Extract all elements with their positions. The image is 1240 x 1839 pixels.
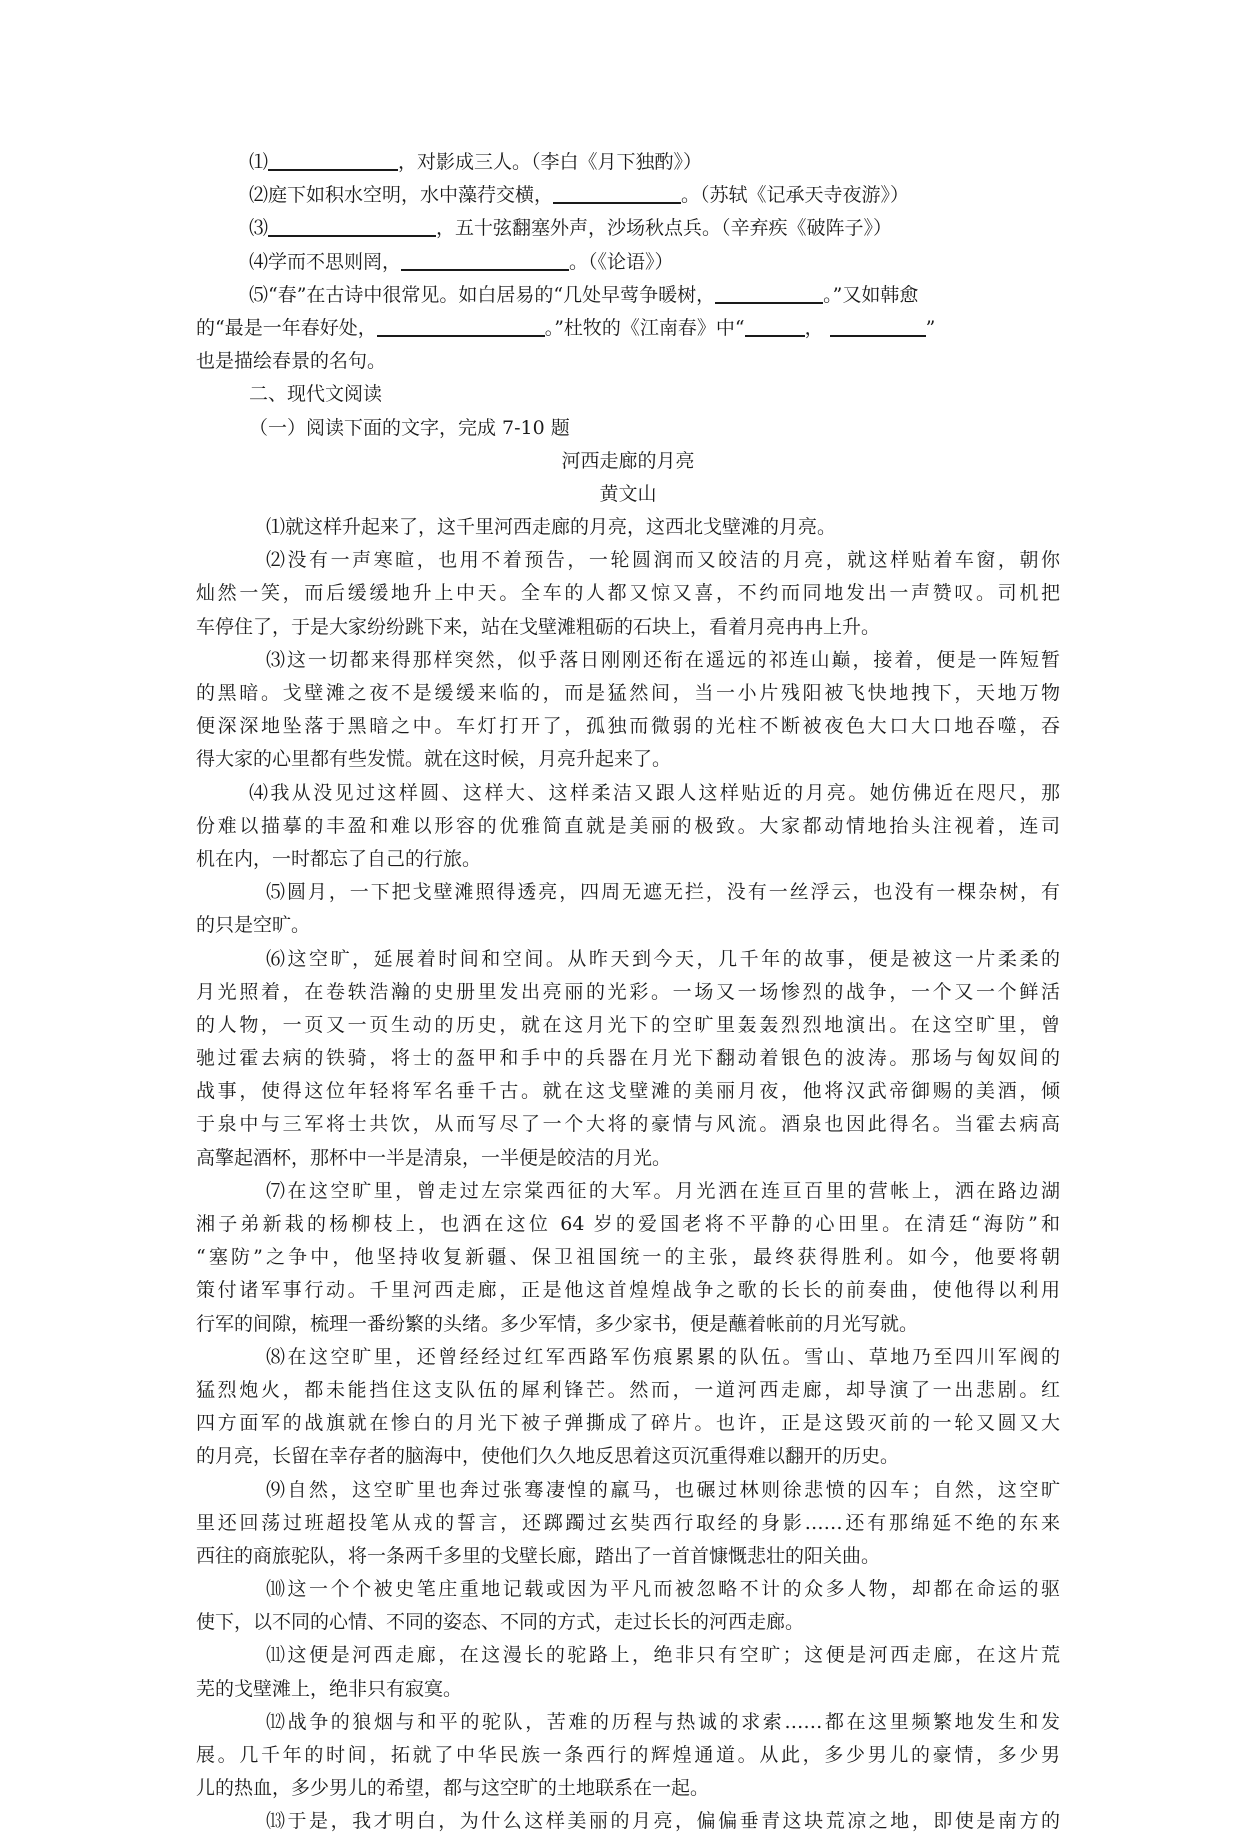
document-page: [196, 146, 1060, 1839]
paragraph-line: 份难以描摹的丰盈和难以形容的优雅简直就是美丽的极致。大家都动情地抬头注视着，连司: [196, 814, 1060, 837]
paragraph-line: ⑾这便是河西走廊，在这漫长的驼路上，绝非只有空旷；这便是河西走廊，在这片荒: [266, 1644, 1060, 1667]
question-5-line-3: 也是描绘春景的名句。: [196, 350, 387, 373]
paragraph-line: 月光照着，在卷轶浩瀚的史册里发出亮丽的光彩。一场又一场惨烈的战争，一个又一个鲜活: [196, 980, 1060, 1003]
paragraph-line: 西往的商旅驼队，将一条两千多里的戈壁长廊，踏出了一首首慷慨悲壮的阳关曲。: [196, 1544, 881, 1567]
paragraph-line: 驰过霍去病的铁骑，将士的盔甲和手中的兵器在月光下翻动着银色的波涛。那场与匈奴间的: [196, 1047, 1060, 1070]
paragraph-line: 灿然一笑，而后缓缓地升上中天。全车的人都又惊又喜，不约而同地发出一声赞叹。司机把: [196, 582, 1060, 605]
subsection-heading: （一）阅读下面的文字，完成 7-10 题: [249, 416, 570, 439]
paragraph-line: 使下，以不同的心情、不同的姿态、不同的方式，走过长长的河西走廊。: [196, 1611, 805, 1634]
answer-blank[interactable]: [830, 313, 926, 337]
paragraph-line: ⑴就这样升起来了，这千里河西走廊的月亮，这西北戈壁滩的月亮。: [266, 516, 837, 539]
paragraph-line: 的只是空旷。: [196, 914, 311, 937]
paragraph: [196, 1573, 1060, 1639]
paragraph-line: 便深深地坠落于黑暗之中。车灯打开了，孤独而微弱的光柱不断被夜色大口大口地吞噬，吞: [196, 715, 1060, 738]
paragraph: [196, 943, 1060, 1175]
paragraph-line: 行军的间隙，梳理一番纷繁的头绪。多少军情，多少家书，便是蘸着帐前的月光写就。: [196, 1312, 919, 1335]
paragraph-line: 于泉中与三军将士共饮，从而写尽了一个大将的豪情与风流。酒泉也因此得名。当霍去病高: [196, 1113, 1060, 1136]
answer-blank[interactable]: [401, 247, 569, 271]
paragraph-line: 猛烈炮火，都未能挡住这支队伍的犀利锋芒。然而，一道河西走廊，却导演了一出悲剧。红: [196, 1378, 1060, 1401]
paragraph: [196, 876, 1060, 942]
paragraph: [196, 511, 1060, 544]
answer-blank[interactable]: [377, 313, 545, 337]
article-author: 黄文山: [599, 482, 657, 505]
paragraph-line: 策付诸军事行动。千里河西走廊，正是他这首煌煌战争之歌的长长的前奏曲，使他得以利用: [196, 1279, 1060, 1302]
paragraph-line: 里还回荡过班超投笔从戎的誓言，还踯躅过玄奘西行取经的身影……还有那绵延不绝的东来: [196, 1511, 1060, 1534]
paragraph: [196, 544, 1060, 644]
paragraph-line: 机在内，一时都忘了自己的行旅。: [196, 847, 482, 870]
paragraph-line: ⑽这一个个被史笔庄重地记载或因为平凡而被忽略不计的众多人物，却都在命运的驱: [266, 1578, 1060, 1601]
paragraph-line: 儿的热血，多少男儿的希望，都与这空旷的土地联系在一起。: [196, 1777, 710, 1800]
question-5-line-1: ⑸“春”在古诗中很常见。如白居易的“几处早莺争暖树， 。”又如韩愈: [196, 279, 1060, 312]
paragraph-line: ⑵没有一声寒暄，也用不着预告，一轮圆润而又皎洁的月亮，就这样贴着车窗，朝你: [266, 549, 1060, 572]
paragraph-line: 芜的戈壁滩上，绝非只有寂寞。: [196, 1677, 463, 1700]
paragraph-line: 湘子弟新栽的杨柳枝上，也洒在这位 64 岁的爱国老将不平静的心田里。在清廷“海防”和: [196, 1213, 1060, 1235]
paragraph-line: 展。几千年的时间，拓就了中华民族一条西行的辉煌通道。从此，多少男儿的豪情，多少男: [196, 1744, 1060, 1766]
question-3: ⑶ ，五十弦翻塞外声，沙场秋点兵。（辛弃疾《破阵子》）: [196, 212, 1060, 245]
paragraph: [196, 644, 1060, 777]
paragraph-line: 高擎起酒杯，那杯中一半是清泉，一半便是皎洁的月光。: [196, 1146, 672, 1169]
paragraph-line: ⑻在这空旷里，还曾经经过红军西路军伤痕累累的队伍。雪山、草地乃至四川军阀的: [266, 1345, 1060, 1368]
paragraph-line: ⑶这一切都来得那样突然，似乎落日刚刚还衔在遥远的祁连山巅，接着，便是一阵短暂: [266, 648, 1060, 671]
paragraph-line: 的月亮，长留在幸存者的脑海中，使他们久久地反思着这页沉重得难以翻开的历史。: [196, 1445, 900, 1468]
paragraph-line: 车停住了，于是大家纷纷跳下来，站在戈壁滩粗砺的石块上，看着月亮冉冉上升。: [196, 615, 881, 638]
question-5-line-2: 的“最是一年春好处， 。”杜牧的《江南春》中“ ， ”: [196, 312, 1060, 345]
paragraph-line: ⑿战争的狼烟与和平的驼队，苦难的历程与热诚的求索……都在这里频繁地发生和发: [266, 1710, 1060, 1733]
article-title: 河西走廊的月亮: [561, 449, 695, 472]
paragraph-line: ⒀于是，我才明白，为什么这样美丽的月亮，偏偏垂青这块荒凉之地，即使是南方的: [266, 1810, 1060, 1833]
paragraph-line: ⑸圆月，一下把戈壁滩照得透亮，四周无遮无拦，没有一丝浮云，也没有一棵杂树，有: [266, 881, 1060, 904]
paragraph: [196, 1474, 1060, 1574]
paragraph: [196, 1341, 1060, 1474]
paragraph-line: “塞防”之争中，他坚持收复新疆、保卫祖国统一的主张，最终获得胜利。如今，他要将朝: [196, 1246, 1060, 1269]
paragraph-line: ⑹这空旷，延展着时间和空间。从昨天到今天，几千年的故事，便是被这一片柔柔的: [266, 947, 1060, 970]
answer-blank[interactable]: [745, 313, 805, 337]
question-2: ⑵庭下如积水空明，水中藻荇交横， 。（苏轼《记承天寺夜游》）: [196, 179, 1060, 212]
section-heading: 二、现代文阅读: [249, 383, 383, 406]
paragraph-line: ⑷我从没见过这样圆、这样大、这样柔洁又跟人这样贴近的月亮。她仿佛近在咫尺，那: [249, 781, 1060, 804]
paragraph-line: 的人物，一页又一页生动的历史，就在这月光下的空旷里轰轰烈烈地演出。在这空旷里，曾: [196, 1013, 1060, 1036]
paragraph-line: ⑺在这空旷里，曾走过左宗棠西征的大军。月光洒在连亘百里的营帐上，洒在路边湖: [266, 1179, 1060, 1202]
question-1: ⑴ ，对影成三人。（李白《月下独酌》）: [196, 146, 1060, 179]
paragraph-line: 四方面军的战旗就在惨白的月光下被子弹撕成了碎片。也许，正是这毁灭前的一轮又圆又大: [196, 1412, 1060, 1435]
paragraph: [196, 777, 1060, 877]
paragraph: [196, 1639, 1060, 1705]
paragraph-line: ⑼自然，这空旷里也奔过张骞凄惶的羸马，也碾过林则徐悲愤的囚车；自然，这空旷: [266, 1478, 1060, 1501]
paragraph-line: 战事，使得这位年轻将军名垂千古。就在这戈壁滩的美丽月夜，他将汉武帝御赐的美酒，倾: [196, 1080, 1060, 1103]
answer-blank[interactable]: [715, 280, 823, 304]
question-4: ⑷学而不思则罔， 。（《论语》）: [196, 246, 1060, 279]
paragraph-line: 得大家的心里都有些发慌。就在这时候，月亮升起来了。: [196, 748, 672, 771]
paragraph: [196, 1175, 1060, 1341]
answer-blank[interactable]: [268, 147, 398, 171]
paragraph: [196, 1706, 1060, 1806]
paragraph: [196, 1805, 1060, 1838]
answer-blank[interactable]: [268, 213, 436, 237]
paragraph-line: 的黑暗。戈壁滩之夜不是缓缓来临的，而是猛然间，当一小片残阳被飞快地拽下，天地万物: [196, 682, 1060, 704]
answer-blank[interactable]: [553, 180, 681, 204]
